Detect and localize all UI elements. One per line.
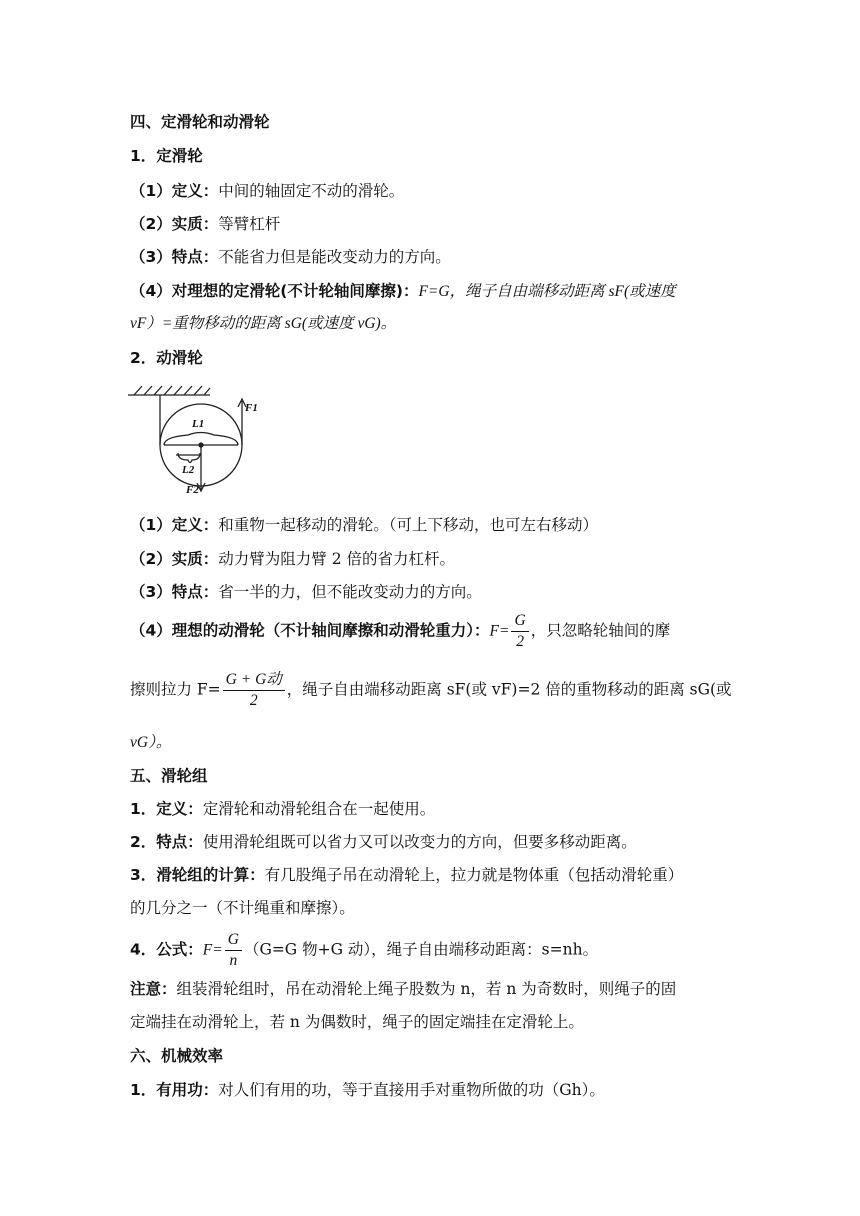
movable-ideal-end: vG）。 [130, 734, 172, 751]
block-definition [130, 798, 435, 820]
fixed-feature [130, 246, 451, 268]
block-calc-cont: 的几分之一（不计绳重和摩擦）。 [130, 899, 355, 917]
text: F=G，绳子自由端移动距离 sF(或速度 [418, 283, 676, 300]
label: （3）特点： [130, 248, 219, 266]
fixed-ideal [130, 280, 676, 303]
section-heading-efficiency: 六、机械效率 [130, 1047, 224, 1065]
text: ，只忽略轮轴间的摩 [530, 621, 671, 640]
label: 3．滑轮组的计算： [130, 866, 265, 884]
block-feature [130, 831, 637, 853]
formula-prefix: F= [202, 941, 223, 959]
movable-pulley-diagram [128, 385, 268, 500]
numerator: G [225, 930, 242, 951]
fraction-g-over-2 [511, 611, 528, 652]
fixed-ideal-cont: vF）=重物移动的距离 sG(或速度 vG)。 [130, 315, 397, 332]
f1-label: F1 [245, 402, 258, 414]
label: 2．特点： [130, 833, 203, 851]
text: 使用滑轮组既可以省力又可以改变力的方向，但要多移动距离。 [202, 833, 637, 851]
text: 对人们有用的功，等于直接用手对重物所做的功（Gh）。 [218, 1081, 605, 1099]
subheading-movable-pulley: 2．动滑轮 [130, 349, 203, 367]
f2-label: F2 [186, 484, 199, 496]
numerator: G [511, 611, 528, 632]
text: 和重物一起移动的滑轮。（可上下移动，也可左右移动） [218, 516, 599, 534]
movable-feature [130, 581, 482, 603]
l1-label: L1 [192, 418, 205, 430]
block-calc [130, 864, 683, 886]
text: 不能省力但是能改变动力的方向。 [218, 248, 451, 266]
label: （4）对理想的定滑轮(不计轮轴间摩擦)： [130, 282, 419, 300]
label: （2）实质： [130, 215, 219, 233]
note-cont: 定端挂在动滑轮上，若 n 为偶数时，绳子的固定端挂在定滑轮上。 [130, 1013, 584, 1031]
text: 定滑轮和动滑轮组合在一起使用。 [202, 800, 436, 818]
text: 组装滑轮组时，吊在动滑轮上绳子股数为 n，若 n 为奇数时，则绳子的固 [176, 980, 677, 998]
useful-work [130, 1079, 605, 1101]
fraction-g-over-n [225, 930, 242, 971]
fixed-definition [130, 180, 404, 202]
fixed-essence [130, 213, 280, 235]
label: （2）实质： [130, 550, 219, 568]
formula-prefix: F= [489, 622, 510, 640]
movable-essence [130, 548, 455, 570]
note [130, 978, 676, 1000]
movable-ideal [130, 611, 670, 652]
label: 注意： [130, 980, 177, 998]
fraction-g-plus-gmov-over-2 [223, 670, 285, 711]
movable-ideal-cont [130, 670, 732, 711]
numerator: G + G动 [223, 670, 285, 691]
subheading-fixed-pulley: 1．定滑轮 [130, 147, 203, 165]
text: ，绳子自由端移动距离 sF(或 vF)=2 倍的重物移动的距离 sG(或 [286, 680, 732, 699]
text: （G=G 物+G 动），绳子自由端移动距离：s=nh。 [243, 940, 599, 959]
label: 1．有用功： [130, 1081, 219, 1099]
text: 等臂杠杆 [218, 215, 281, 233]
section-heading-pulleys: 四、定滑轮和动滑轮 [130, 113, 270, 131]
label: （4）理想的动滑轮（不计轴间摩擦和动滑轮重力）： [130, 621, 490, 640]
label: （1）定义： [130, 182, 219, 200]
text: 动力臂为阻力臂 2 倍的省力杠杆。 [218, 550, 456, 568]
movable-definition [130, 514, 598, 536]
denominator: n [229, 952, 238, 969]
text: 有几股绳子吊在动滑轮上，拉力就是物体重（包括动滑轮重） [264, 866, 684, 884]
denominator: 2 [516, 633, 524, 650]
label: （1）定义： [130, 516, 219, 534]
text: 中间的轴固定不动的滑轮。 [218, 182, 405, 200]
label: 4．公式： [130, 940, 203, 959]
text: 擦则拉力 F= [130, 680, 221, 699]
denominator: 2 [249, 692, 258, 709]
label: （3）特点： [130, 583, 219, 601]
label: 1．定义： [130, 800, 203, 818]
block-formula [130, 930, 598, 971]
section-heading-pulley-block: 五、滑轮组 [130, 767, 208, 785]
text: 省一半的力，但不能改变动力的方向。 [218, 583, 482, 601]
l2-label: L2 [182, 464, 195, 476]
